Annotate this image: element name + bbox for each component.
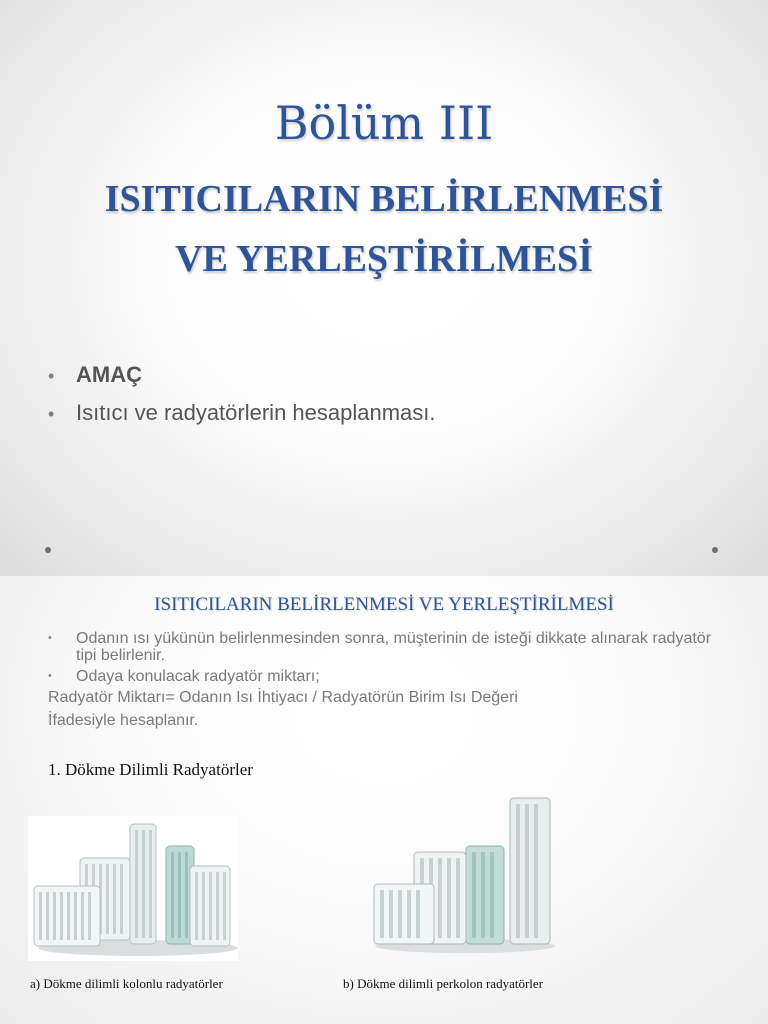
radiator-shape xyxy=(374,884,434,944)
radiator-photo-column xyxy=(28,816,238,961)
section-heading: 1. Dökme Dilimli Radyatörler xyxy=(48,760,253,779)
formula-text: Radyatör Miktarı= Odanın Isı İhtiyacı / Radyatörün Birim Isı Değeri xyxy=(48,689,518,706)
radiator-photo-perkolon xyxy=(370,796,555,956)
caption-a: a) Dökme dilimli kolonlu radyatörler xyxy=(30,976,223,991)
radiator-shape xyxy=(34,886,100,946)
radiator-shape xyxy=(130,824,156,944)
bullet-text: Odaya konulacak radyatör miktarı; xyxy=(76,668,320,685)
bullet-text-amac: AMAÇ xyxy=(76,362,142,387)
bullet-item xyxy=(48,362,142,388)
slide-2-title: ISITICILARIN BELİRLENMESİ VE YERLEŞTİRİLMESİ xyxy=(154,594,614,615)
bullet-text: Isıtıcı ve radyatörlerin hesaplanması. xyxy=(76,400,436,425)
slide-1-subtitle-line-1: ISITICILARIN BELİRLENMESİ xyxy=(104,178,664,220)
bullet-dot-icon: • xyxy=(48,366,55,386)
slide-1-title: Bölüm III xyxy=(274,96,494,150)
bullet-dot-icon: • xyxy=(48,632,52,644)
empty-bullet-dot-icon xyxy=(712,547,718,553)
radiator-shape xyxy=(190,866,230,946)
empty-bullet-dot-icon xyxy=(45,547,51,553)
bullet-text: Odanın ısı yükünün belirlenmesinden sonra, müşterinin de isteği dikkate alınarak radyatör tipi belirlenir. xyxy=(76,630,712,664)
slide-1-subtitle-line-2: VE YERLEŞTİRİLMESİ xyxy=(175,238,593,280)
bullet-item xyxy=(48,400,436,426)
formula-continuation-text: İfadesiyle hesaplanır. xyxy=(48,712,199,729)
bullet-item xyxy=(48,630,728,664)
radiator-shape xyxy=(510,798,550,944)
radiator-shape xyxy=(466,846,504,944)
bullet-item xyxy=(48,668,728,685)
bullet-dot-icon: • xyxy=(48,404,55,424)
caption-b: b) Dökme dilimli perkolon radyatörler xyxy=(343,976,544,991)
slide-2 xyxy=(0,576,768,1024)
bullet-dot-icon: • xyxy=(48,670,52,682)
